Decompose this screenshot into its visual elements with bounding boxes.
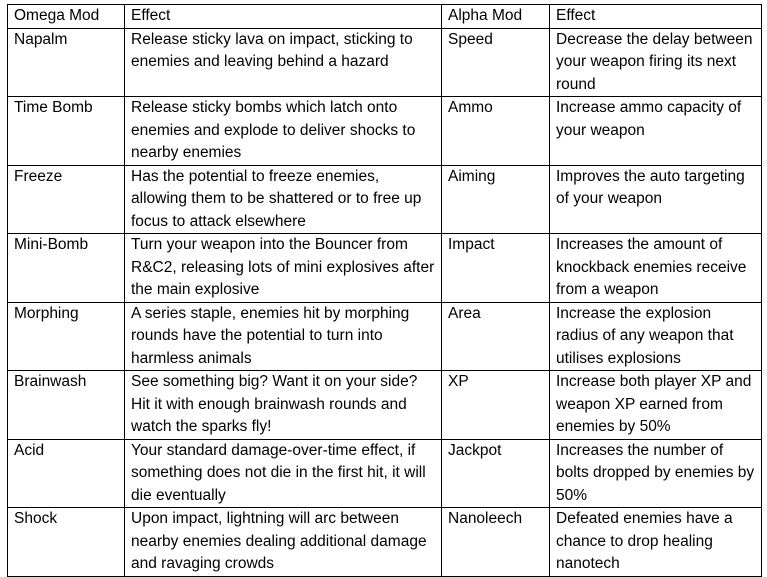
alpha-mod-effect: Increase ammo capacity of your weapon: [550, 97, 762, 166]
omega-mod-name: Acid: [8, 439, 125, 508]
table-row: [8, 371, 762, 440]
table-row: [8, 439, 762, 508]
omega-mod-effect: Release sticky bombs which latch onto enemies and explode to deliver shocks to nearby enemies: [125, 97, 442, 166]
table-row: [8, 508, 762, 577]
alpha-mod-name: Aiming: [442, 165, 550, 234]
table-row: [8, 165, 762, 234]
alpha-mod-effect: Increases the number of bolts dropped by enemies by 50%: [550, 439, 762, 508]
alpha-mod-name: Impact: [442, 234, 550, 303]
mods-table: [7, 4, 762, 577]
table-row: [8, 302, 762, 371]
omega-mod-name: Morphing: [8, 302, 125, 371]
omega-mod-effect: Turn your weapon into the Bouncer from R&C2, releasing lots of mini explosives after the main explosive: [125, 234, 442, 303]
alpha-mod-effect: Defeated enemies have a chance to drop healing nanotech: [550, 508, 762, 577]
header-row: [8, 5, 762, 29]
omega-mod-effect: Your standard damage-over-time effect, if something does not die in the first hit, it will die eventually: [125, 439, 442, 508]
header-alpha-effect: Effect: [550, 5, 762, 29]
omega-mod-effect: Has the potential to freeze enemies, allowing them to be shattered or to free up focus to attack elsewhere: [125, 165, 442, 234]
omega-mod-name: Napalm: [8, 28, 125, 97]
alpha-mod-effect: Increase the explosion radius of any weapon that utilises explosions: [550, 302, 762, 371]
omega-mod-name: Freeze: [8, 165, 125, 234]
omega-mod-effect: A series staple, enemies hit by morphing rounds have the potential to turn into harmless animals: [125, 302, 442, 371]
alpha-mod-name: Ammo: [442, 97, 550, 166]
alpha-mod-effect: Increases the amount of knockback enemies receive from a weapon: [550, 234, 762, 303]
header-omega-mod: Omega Mod: [8, 5, 125, 29]
alpha-mod-name: Jackpot: [442, 439, 550, 508]
header-omega-effect: Effect: [125, 5, 442, 29]
alpha-mod-effect: Decrease the delay between your weapon firing its next round: [550, 28, 762, 97]
omega-mod-name: Shock: [8, 508, 125, 577]
omega-mod-name: Brainwash: [8, 371, 125, 440]
omega-mod-effect: See something big? Want it on your side? Hit it with enough brainwash rounds and watch the sparks fly!: [125, 371, 442, 440]
table-row: [8, 234, 762, 303]
omega-mod-name: Time Bomb: [8, 97, 125, 166]
omega-mod-name: Mini-Bomb: [8, 234, 125, 303]
table-row: [8, 97, 762, 166]
alpha-mod-effect: Increase both player XP and weapon XP earned from enemies by 50%: [550, 371, 762, 440]
omega-mod-effect: Release sticky lava on impact, sticking to enemies and leaving behind a hazard: [125, 28, 442, 97]
header-alpha-mod: Alpha Mod: [442, 5, 550, 29]
alpha-mod-effect: Improves the auto targeting of your weapon: [550, 165, 762, 234]
alpha-mod-name: Area: [442, 302, 550, 371]
alpha-mod-name: XP: [442, 371, 550, 440]
alpha-mod-name: Nanoleech: [442, 508, 550, 577]
table-row: [8, 28, 762, 97]
alpha-mod-name: Speed: [442, 28, 550, 97]
omega-mod-effect: Upon impact, lightning will arc between nearby enemies dealing additional damage and ravaging crowds: [125, 508, 442, 577]
